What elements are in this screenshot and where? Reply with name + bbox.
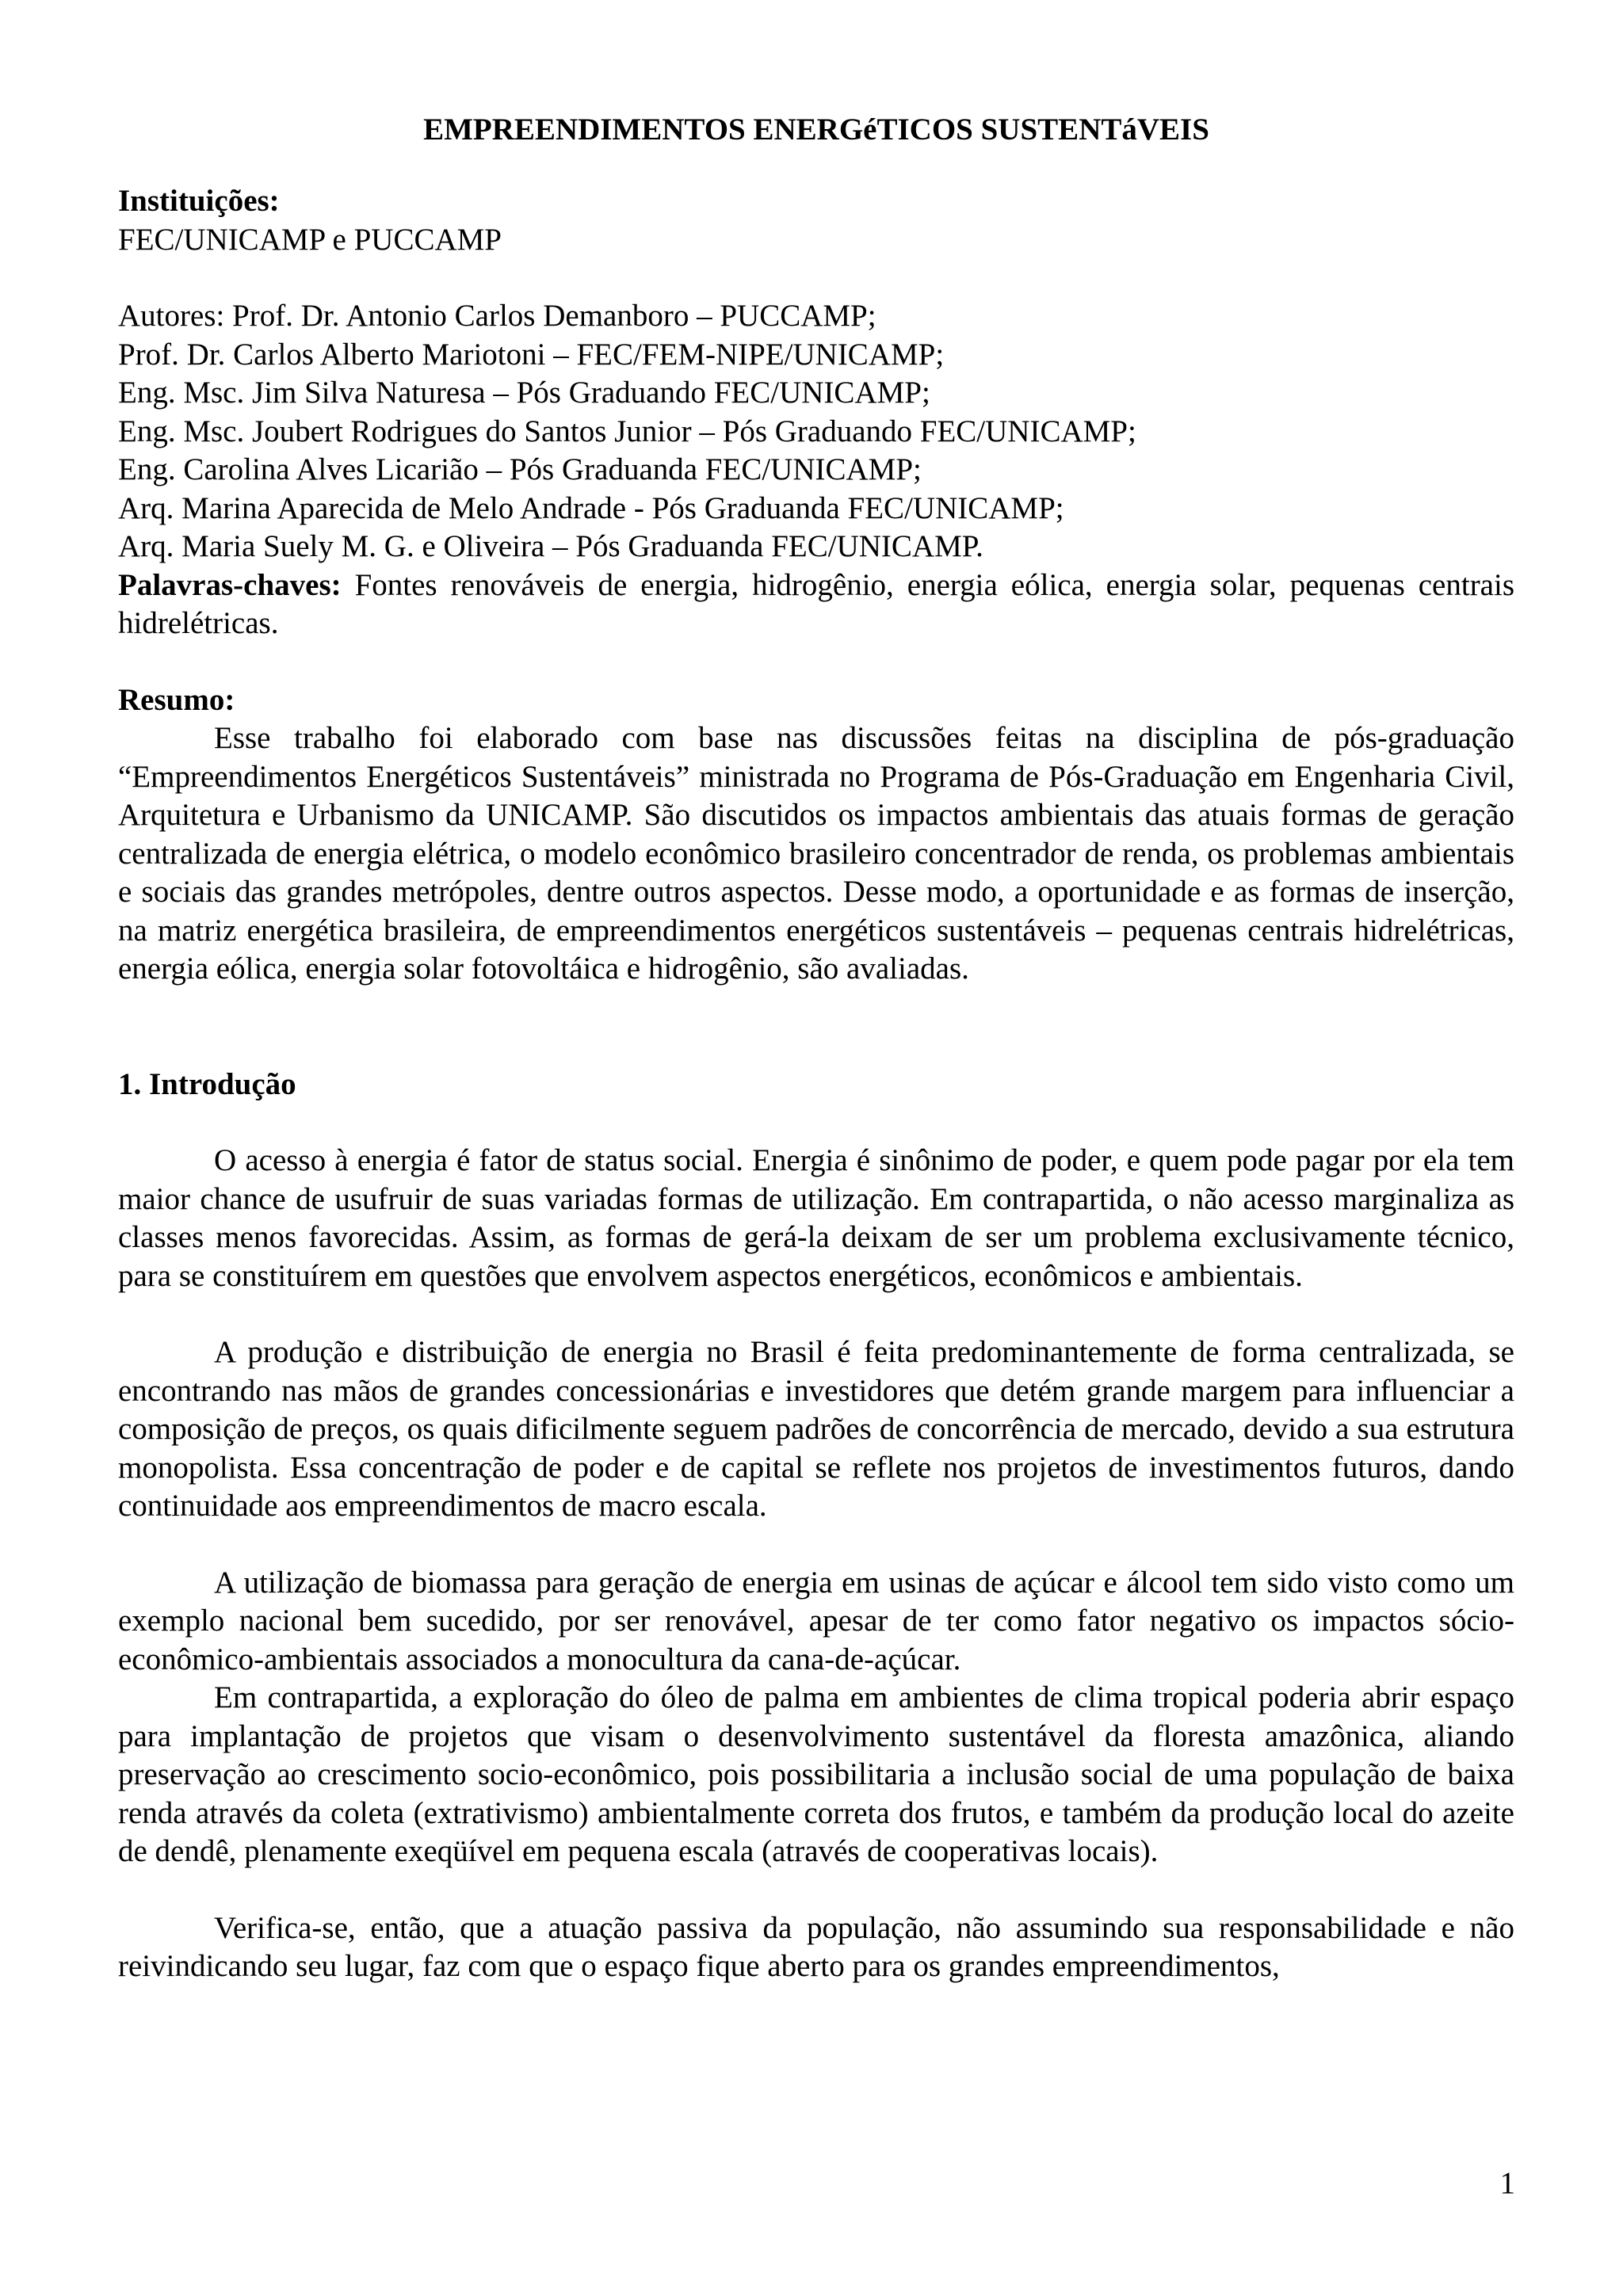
author-line: Eng. Carolina Alves Licarião – Pós Graduanda FEC/UNICAMP; <box>118 452 922 486</box>
authors-block <box>118 297 1514 566</box>
abstract-text: Esse trabalho foi elaborado com base nas discussões feitas na disciplina de pós-graduação “Empreendimentos Energéticos Sustentáveis” ministrada no Programa de Pós-Graduação em Engenharia Civil, Arquitetura e Urbanismo da UNICAMP. São discutidos os impactos ambientais das atuais formas de geração centralizada de energia elétrica, o modelo econômico brasileiro concentrador de renda, os problemas ambientais e sociais das grandes metrópoles, dentre outros aspectos. Desse modo, a oportunidade e as formas de inserção, na matriz energética brasileira, de empreendimentos energéticos sustentáveis – pequenas centrais hidrelétricas, energia eólica, energia solar fotovoltáica e hidrogênio, são avaliadas. <box>118 721 1514 986</box>
document-page <box>118 111 1514 1986</box>
institutions-label: Instituições: <box>118 184 280 218</box>
author-line: Eng. Msc. Joubert Rodrigues do Santos Junior – Pós Graduando FEC/UNICAMP; <box>118 414 1136 448</box>
abstract-block <box>118 681 1514 989</box>
page-number: 1 <box>1499 2166 1515 2200</box>
body-paragraph: A utilização de biomassa para geração de energia em usinas de açúcar e álcool tem sido visto como um exemplo nacional bem sucedido, por ser renovável, apesar de ter como fator negativo os impactos sócio-econômico-ambientais associados a monocultura da cana-de-açúcar. <box>118 1565 1514 1676</box>
author-line: Autores: Prof. Dr. Antonio Carlos Demanboro – PUCCAMP; <box>118 299 876 333</box>
institutions-value: FEC/UNICAMP e PUCCAMP <box>118 222 502 257</box>
keywords-label: Palavras-chaves: <box>118 567 342 602</box>
body-paragraph: Em contrapartida, a exploração do óleo de palma em ambientes de clima tropical poderia abrir espaço para implantação de projetos que visam o desenvolvimento sustentável da floresta amazônica, aliando preservação ao crescimento socio-econômico, pois possibilitaria a inclusão social de uma população de baixa renda através da coleta (extrativismo) ambientalmente correta dos frutos, e também da produção local do azeite de dendê, plenamente exeqüível em pequena escala (através de cooperativas locais). <box>118 1680 1514 1868</box>
institutions-block <box>118 182 1514 259</box>
section-heading: 1. Introdução <box>118 1066 296 1101</box>
author-line: Eng. Msc. Jim Silva Naturesa – Pós Graduando FEC/UNICAMP; <box>118 376 930 410</box>
author-line: Arq. Maria Suely M. G. e Oliveira – Pós Graduanda FEC/UNICAMP. <box>118 529 983 563</box>
keywords-paragraph <box>118 566 1514 643</box>
body-paragraph: O acesso à energia é fator de status social. Energia é sinônimo de poder, e quem pode pagar por ela tem maior chance de usufruir de suas variadas formas de utilização. Em contrapartida, o não acesso marginaliza as classes menos favorecidas. Assim, as formas de gerá-la deixam de ser um problema exclusivamente técnico, para se constituírem em questões que envolvem aspectos energéticos, econômicos e ambientais. <box>118 1143 1514 1293</box>
keywords-text: Fontes renováveis de energia, hidrogênio, energia eólica, energia solar, pequenas centrais hidrelétricas. <box>118 567 1514 640</box>
body-paragraph: Verifica-se, então, que a atuação passiva da população, não assumindo sua responsabilidade e não reivindicando seu lugar, faz com que o espaço fique aberto para os grandes empreendimentos, <box>118 1910 1514 1983</box>
author-line: Arq. Marina Aparecida de Melo Andrade - Pós Graduanda FEC/UNICAMP; <box>118 490 1064 525</box>
author-line: Prof. Dr. Carlos Alberto Mariotoni – FEC/FEM-NIPE/UNICAMP; <box>118 337 945 372</box>
body-paragraph: A produção e distribuição de energia no Brasil é feita predominantemente de forma centralizada, se encontrando nas mãos de grandes concessionárias e investidores que detém grande margem para influenciar a composição de preços, os quais dificilmente seguem padrões de concorrência de mercado, devido a sua estrutura monopolista. Essa concentração de poder e de capital se reflete nos projetos de investimentos futuros, dando continuidade aos empreendimentos de macro escala. <box>118 1335 1514 1523</box>
document-title: EMPREENDIMENTOS ENERGéTICOS SUSTENTáVEIS <box>423 113 1209 147</box>
abstract-label: Resumo: <box>118 682 235 717</box>
